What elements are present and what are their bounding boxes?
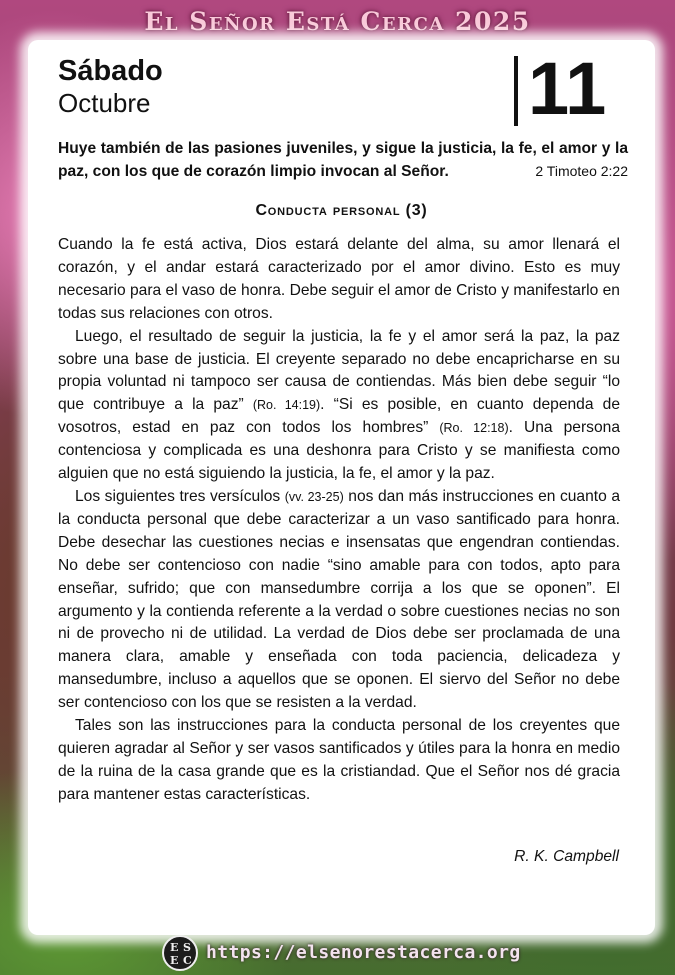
- article-body: [58, 234, 620, 807]
- logo-letter: E: [170, 941, 179, 954]
- website-link[interactable]: https://elsenorestacerca.org: [206, 942, 521, 963]
- devotional-card: [28, 40, 655, 935]
- publication-title: El Señor Está Cerca 2025: [144, 7, 531, 36]
- key-verse: [58, 137, 628, 183]
- paragraph-4: Tales son las instrucciones para la conducta personal de los creyentes que quieren agradar al Señor y ser vasos santificados y útiles para la honra en medio de la ruina de la casa grande que es la cristiandad. Que el Señor nos dé gracia para mantener estas características.: [58, 717, 620, 803]
- footer: [0, 935, 675, 975]
- paragraph-2-text-a: Luego, el resultado de seguir la justicia, la fe y el amor será la paz, la paz sobre una base de justicia. El creyente separado no debe encapricharse en su propia voluntad ni tampoco ser causa de contiendas. Más bien debe seguir “lo que contribuye a la paz”: [58, 327, 620, 414]
- day-number: 11: [528, 47, 607, 130]
- verse-text: Huye también de las pasiones juveniles, y sigue la justicia, la fe, el amor y la paz, con los que de corazón limpio invocan al Señor.: [58, 140, 628, 180]
- section-title: Conducta personal (3): [255, 202, 428, 219]
- date-divider: [514, 56, 518, 126]
- paragraph-2-text-c: . Una persona contenciosa y complicada es una deshonra para Cristo y se manifiesta como alguien que no está siguiendo la justicia, la fe, el amor y la paz.: [58, 419, 620, 483]
- paragraph-3-text-b: nos dan más instrucciones en cuanto a la conducta personal que debe caracterizar a un vaso santificado para honra. Debe desechar las cuestiones necias e insensatas que engendran contiendas. No debe ser contencioso con nadie “sino amable para con todos, apto para enseñar, sufrido; que con mansedumbre corrija a los que se oponen”. El argumento y la contienda referente a la verdad o sobre cuestiones necias no son ni de provecho ni de utilidad. La verdad de Dios debe ser proclamada de una manera clara, amable y enseñada con toda paciencia, delicadeza y mansedumbre, incluso a aquellos que se oponen. El siervo del Señor no debe ser contencioso con los que se resisten a la verdad.: [58, 487, 620, 712]
- esec-logo-icon: [162, 935, 198, 971]
- scripture-ref: (vv. 23-25): [284, 489, 344, 504]
- weekday-label: Sábado: [58, 55, 163, 87]
- paragraph-3-text-a: Los siguientes tres versículos: [75, 487, 285, 505]
- author-signature: R. K. Campbell: [514, 848, 619, 865]
- scripture-ref: (Ro. 12:18): [439, 421, 509, 436]
- paragraph-2-text-b: . “Si es posible, en cuanto dependa de vosotros, estad en paz con todos los hombres”: [58, 396, 620, 437]
- month-label: Octubre: [58, 88, 151, 118]
- logo-letter: S: [183, 941, 191, 954]
- scripture-ref: (Ro. 14:19): [252, 398, 321, 413]
- paragraph-1: Cuando la fe está activa, Dios estará delante del alma, su amor llenará el corazón, y el andar estará caracterizado por el amor divino. Esto es muy necesario para el vaso de honra. Debe seguir el amor de Cristo y manifestarlo en todas sus relaciones con otros.: [58, 236, 620, 322]
- logo-letter: E: [170, 954, 179, 967]
- header-band: [0, 0, 675, 44]
- paragraph-2: [58, 326, 620, 486]
- paragraph-3: [58, 486, 620, 715]
- logo-letter: C: [183, 954, 192, 967]
- verse-reference: 2 Timoteo 2:22: [535, 163, 628, 179]
